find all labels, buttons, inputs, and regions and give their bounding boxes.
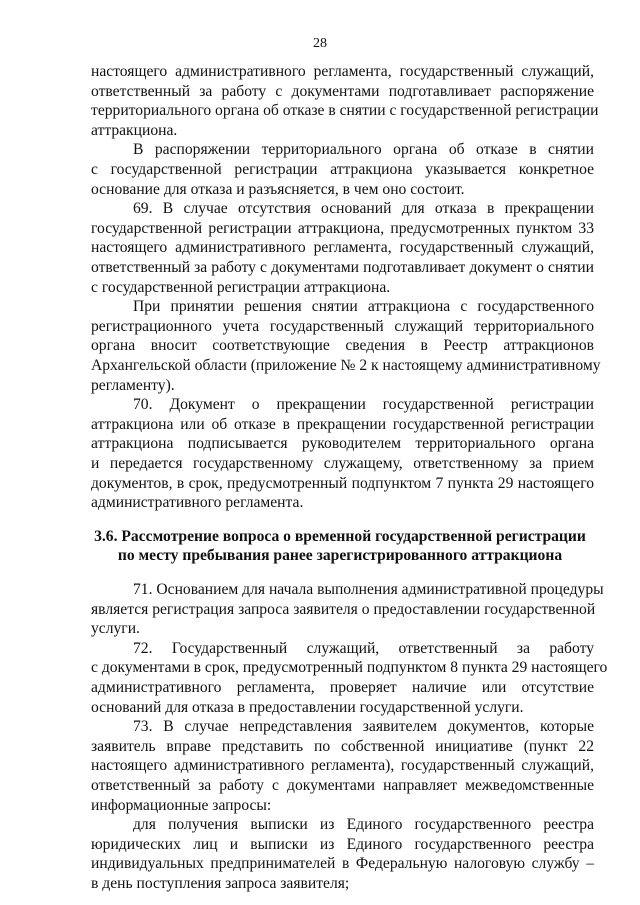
text-line: юридических лиц и выписки из Единого государственного реестра: [91, 835, 594, 853]
section-heading: по месту пребывания ранее зарегистрированного аттракциона: [117, 547, 563, 565]
text-line: органа вносит соответствующие сведения в Реестр аттракционов: [91, 337, 594, 355]
text-line: информационные запросы:: [91, 796, 272, 814]
text-line: индивидуальных предпринимателей в Федеральную налоговую службу –: [91, 855, 594, 873]
text-line: документов, в срок, предусмотренный подпунктом 7 пункта 29 настоящего: [91, 474, 594, 492]
text-line: аттракциона.: [91, 121, 178, 139]
text-line: аттракциона подписывается руководителем территориального органа: [91, 435, 594, 453]
text-line: оснований для отказа в предоставлении государственной услуги.: [91, 698, 524, 716]
text-line: настоящего административного регламента, государственный служащий,: [91, 63, 594, 80]
text-line: 72. Государственный служащий, ответственный за работу: [133, 639, 594, 657]
text-line: 69. В случае отсутствия оснований для отказа в прекращении: [133, 200, 594, 218]
page-number: 28: [313, 36, 327, 51]
text-line: основание для отказа и разъясняется, в чем оно состоит.: [91, 180, 465, 198]
text-line: аттракциона или об отказе в прекращении государственной регистрации: [91, 415, 594, 433]
text-line: государственной регистрации аттракциона, предусмотренных пунктом 33: [91, 219, 594, 237]
text-line: территориального органа об отказе в снятии с государственной регистрации: [91, 102, 599, 120]
text-line: настоящего административного регламента), государственный служащий,: [91, 757, 594, 775]
text-line: с государственной регистрации аттракциона указывается конкретное: [91, 161, 594, 178]
text-line: для получения выписки из Единого государственного реестра: [133, 816, 594, 834]
text-line: и передается государственному служащему, ответственному за прием: [91, 455, 594, 472]
text-line: с государственной регистрации аттракциона.: [91, 278, 391, 296]
text-line: заявитель вправе представить по собственной инициативе (пункт 22: [91, 737, 594, 755]
text-line: 73. В случае непредставления заявителем документов, которые: [133, 718, 594, 736]
section-heading: 3.6. Рассмотрение вопроса о временной государственной регистрации: [94, 527, 586, 545]
text-line: При принятии решения снятии аттракциона с государственного: [133, 298, 594, 316]
text-line: ответственный за работу с документами подготавливает документ о снятии: [91, 259, 594, 276]
text-line: является регистрация запроса заявителя о предоставлении государственной: [91, 600, 596, 618]
text-line: услуги.: [91, 620, 140, 638]
text-line: ответственный за работу с документами направляет межведомственные: [91, 777, 594, 794]
text-line: административного регламента, проверяет наличие или отсутствие: [91, 679, 594, 696]
text-line: Архангельской области (приложение № 2 к настоящему административному: [91, 357, 601, 374]
text-line: В распоряжении территориального органа об отказе в снятии: [133, 141, 594, 159]
text-line: 71. Основанием для начала выполнения административной процедуры: [133, 581, 604, 598]
text-line: 70. Документ о прекращении государственной регистрации: [133, 396, 594, 414]
text-line: в день поступления запроса заявителя;: [91, 875, 350, 892]
text-line: регистрационного учета государственный служащий территориального: [91, 317, 594, 335]
text-line: регламенту).: [91, 376, 175, 394]
text-line: административного регламента.: [91, 494, 304, 512]
text-line: с документами в срок, предусмотренный подпунктом 8 пункта 29 настоящего: [91, 659, 608, 677]
text-line: ответственный за работу с документами подготавливает распоряжение: [91, 82, 594, 100]
text-line: настоящего административного регламента, государственный служащий,: [91, 239, 594, 257]
